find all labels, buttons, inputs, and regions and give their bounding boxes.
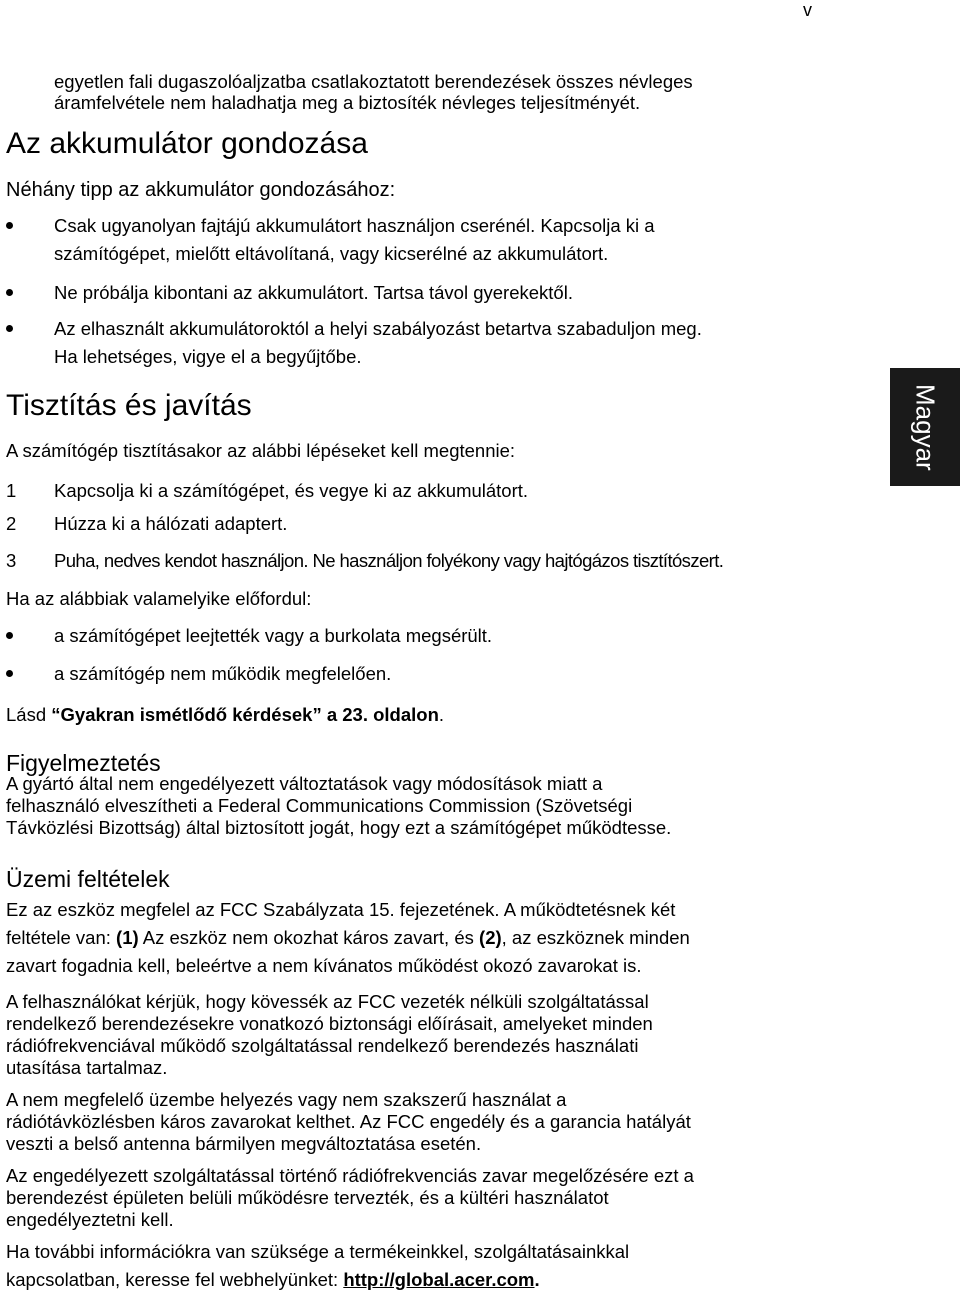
if-bullet-2: a számítógép nem működik megfelelően. xyxy=(54,663,392,684)
battery-bullet-1-line-2: számítógépet, mielőtt eltávolítaná, vagy kicserélné az akkumulátort. xyxy=(54,243,609,264)
operating-p3-line-1: A nem megfelelő üzembe helyezés vagy nem szakszerű használat a xyxy=(6,1089,567,1110)
step-2-text: Húzza ki a hálózati adaptert. xyxy=(54,513,288,534)
operating-p2-line-4: utasítása tartalmaz. xyxy=(6,1057,168,1078)
operating-p4-line-2: berendezést épületen belüli működésre tervezték, és a kültéri használatot xyxy=(6,1187,609,1208)
acer-website-link[interactable]: http://global.acer.com xyxy=(343,1269,535,1290)
operating-p4-line-1: Az engedélyezett szolgáltatással történő rádiófrekvenciás zavar megelőzésére ezt a xyxy=(6,1165,694,1186)
step-number: 2 xyxy=(6,513,17,534)
operating-p5-line-1: Ha további információkra van szüksége a termékeinkkel, szolgáltatásainkkal xyxy=(6,1241,630,1262)
bullet-icon xyxy=(6,289,13,296)
if-bullet-1: a számítógépet leejtették vagy a burkolata megsérült. xyxy=(54,625,493,646)
see-prefix: Lásd xyxy=(6,704,52,725)
operating-p3-line-3: veszti a belső antenna bármilyen megváltoztatása esetén. xyxy=(6,1133,482,1154)
see-faq-line xyxy=(6,704,444,726)
operating-title: Üzemi feltételek xyxy=(6,866,170,892)
step-3-text: Puha, nedves kendot használjon. Ne használjon folyékony vagy hajtógázos tisztítószert. xyxy=(54,550,724,571)
cleaning-intro: A számítógép tisztításakor az alábbi lépéseket kell megtennie: xyxy=(6,440,516,461)
condition-2-marker: (2) xyxy=(479,927,502,948)
operating-p5-line-2 xyxy=(6,1269,540,1291)
faq-reference[interactable]: “Gyakran ismétlődő kérdések” a 23. oldalon xyxy=(51,704,439,725)
intro-line-1: egyetlen fali dugaszolóaljzatba csatlakoztatott berendezések összes névleges xyxy=(54,71,693,92)
see-suffix: . xyxy=(438,704,445,725)
step-1-text: Kapcsolja ki a számítógépet, és vegye ki az akkumulátort. xyxy=(54,480,529,501)
bullet-icon xyxy=(6,632,13,639)
p5-text: kapcsolatban, keresse fel webhelyünket: xyxy=(6,1269,344,1290)
warning-line-1: A gyártó által nem engedélyezett változtatások vagy módosítások miatt a xyxy=(6,773,603,794)
operating-p1-line-2 xyxy=(6,927,690,949)
language-tab xyxy=(890,368,960,486)
battery-bullet-3-line-1: Az elhasznált akkumulátoroktól a helyi szabályozást betartva szabaduljon meg. xyxy=(54,318,702,339)
bullet-icon xyxy=(6,670,13,677)
p1-text-c: Az eszköz nem okozhat káros zavart, és xyxy=(138,927,480,948)
operating-p2-line-1: A felhasználókat kérjük, hogy kövessék az FCC vezeték nélküli szolgáltatással xyxy=(6,991,649,1012)
battery-bullet-3-line-2: Ha lehetséges, vigye el a begyűjtőbe. xyxy=(54,346,362,367)
battery-subtitle: Néhány tipp az akkumulátor gondozásához: xyxy=(6,179,396,201)
warning-line-3: Távközlési Bizottság) által biztosított jogát, hogy ezt a számítógépet működtesse. xyxy=(6,817,672,838)
cleaning-title: Tisztítás és javítás xyxy=(6,389,252,422)
operating-p1-line-1: Ez az eszköz megfelel az FCC Szabályzata 15. fejezetének. A működtetésnek két xyxy=(6,899,676,920)
operating-p4-line-3: engedélyeztetni kell. xyxy=(6,1209,174,1230)
operating-p2-line-2: rendelkező berendezésekre vonatkozó biztonsági előírásait, amelyeket minden xyxy=(6,1013,653,1034)
operating-p2-line-3: rádiófrekvenciával működő szolgáltatással rendelkező berendezés használati xyxy=(6,1035,639,1056)
warning-line-2: felhasználó elveszítheti a Federal Communications Commission (Szövetségi xyxy=(6,795,633,816)
battery-title: Az akkumulátor gondozása xyxy=(6,127,368,160)
if-intro: Ha az alábbiak valamelyike előfordul: xyxy=(6,588,312,609)
bullet-icon xyxy=(6,222,13,229)
p5-end: . xyxy=(534,1269,540,1290)
operating-p3-line-2: rádiótávközlésben káros zavarokat kelthet. Az FCC engedély és a garancia hatályát xyxy=(6,1111,691,1132)
step-number: 1 xyxy=(6,480,17,501)
intro-line-2: áramfelvétele nem haladhatja meg a biztosíték névleges teljesítményét. xyxy=(54,92,641,113)
warning-title: Figyelmeztetés xyxy=(6,750,161,776)
battery-bullet-1-line-1: Csak ugyanolyan fajtájú akkumulátort használjon cserénél. Kapcsolja ki a xyxy=(54,215,655,236)
operating-p1-line-3: zavart fogadnia kell, beleértve a nem kívánatos működést okozó zavarokat is. xyxy=(6,955,642,976)
bullet-icon xyxy=(6,325,13,332)
p1-text-a: feltétele van: xyxy=(6,927,117,948)
language-tab-label: Magyar xyxy=(910,383,941,471)
step-number: 3 xyxy=(6,550,17,571)
p1-text-e: , az eszköznek minden xyxy=(501,927,690,948)
page-number: v xyxy=(803,0,812,20)
condition-1-marker: (1) xyxy=(116,927,139,948)
battery-bullet-2: Ne próbálja kibontani az akkumulátort. Tartsa távol gyerekektől. xyxy=(54,282,573,303)
